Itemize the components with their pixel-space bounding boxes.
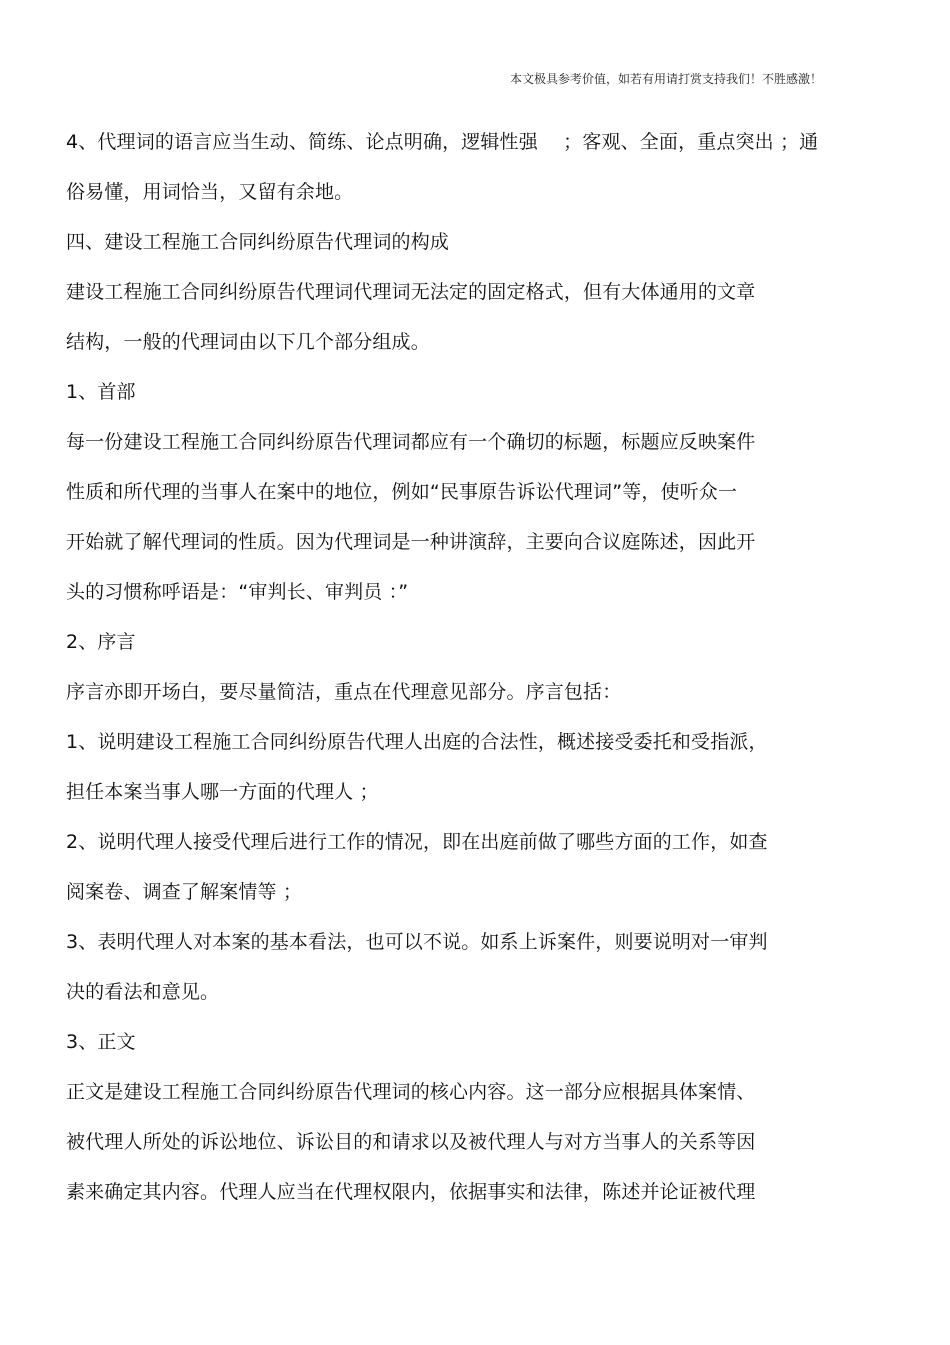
subsection-heading: 2、序言 bbox=[66, 631, 136, 653]
subsection-heading: 1、首部 bbox=[66, 381, 136, 403]
text-line: 开始就了解代理词的性质。因为代理词是一种讲演辞，主要向合议庭陈述，因此开 bbox=[66, 531, 756, 553]
text-line: 素来确定其内容。代理人应当在代理权限内，依据事实和法律，陈述并论证被代理 bbox=[66, 1181, 756, 1203]
text-line: 被代理人所处的诉讼地位、诉讼目的和请求以及被代理人与对方当事人的关系等因 bbox=[66, 1131, 756, 1153]
text-line: 1、说明建设工程施工合同纠纷原告代理人出庭的合法性，概述接受委托和受指派， bbox=[66, 731, 768, 753]
text-line: 每一份建设工程施工合同纠纷原告代理词都应有一个确切的标题，标题应反映案件 bbox=[66, 431, 756, 453]
text-line: 正文是建设工程施工合同纠纷原告代理词的核心内容。这一部分应根据具体案情、 bbox=[66, 1081, 756, 1103]
section-heading: 四、建设工程施工合同纠纷原告代理词的构成 bbox=[66, 231, 450, 253]
page-header-note: 本文极具参考价值，如若有用请打赏支持我们！不胜感激！ bbox=[510, 72, 823, 86]
subsection-heading: 3、正文 bbox=[66, 1031, 136, 1053]
text-line: 4、代理词的语言应当生动、简练、论点明确，逻辑性强 ；客观、全面，重点突出 ；通 bbox=[66, 131, 819, 153]
text-line: 俗易懂，用词恰当，又留有余地。 bbox=[66, 181, 354, 203]
text-line: 2、说明代理人接受代理后进行工作的情况，即在出庭前做了哪些方面的工作，如查 bbox=[66, 831, 768, 853]
text-line: 阅案卷、调查了解案情等 ； bbox=[66, 881, 302, 903]
text-line: 序言亦即开场白，要尽量简洁，重点在代理意见部分。序言包括： bbox=[66, 681, 622, 703]
text-line: 性质和所代理的当事人在案中的地位，例如“民事原告诉讼代理词”等，使听众一 bbox=[66, 481, 738, 503]
text-line: 结构，一般的代理词由以下几个部分组成。 bbox=[66, 331, 430, 353]
text-line: 头的习惯称呼语是：“审判长、审判员 ：” bbox=[66, 581, 409, 603]
text-line: 建设工程施工合同纠纷原告代理词代理词无法定的固定格式，但有大体通用的文章 bbox=[66, 281, 756, 303]
text-line: 决的看法和意见。 bbox=[66, 981, 220, 1003]
text-line: 3、表明代理人对本案的基本看法，也可以不说。如系上诉案件，则要说明对一审判 bbox=[66, 931, 768, 953]
text-line: 担任本案当事人哪一方面的代理人 ； bbox=[66, 781, 379, 803]
